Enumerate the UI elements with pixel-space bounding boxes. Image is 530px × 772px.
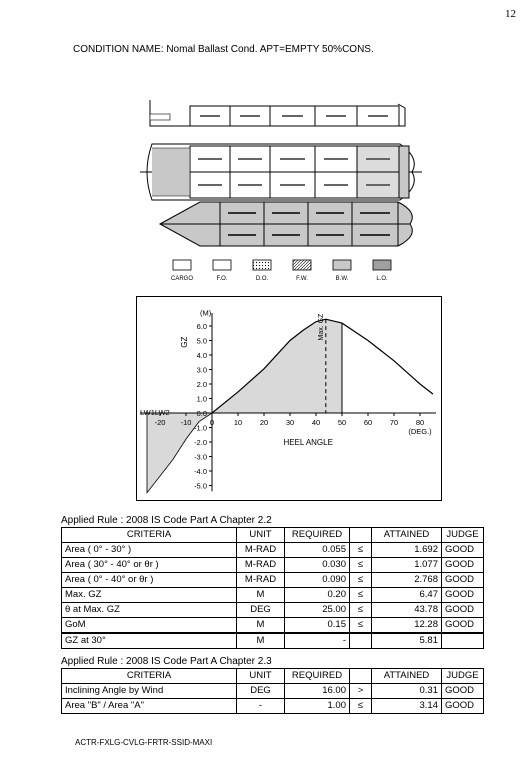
required-cell: 0.030 bbox=[285, 558, 350, 573]
legend-swatch bbox=[373, 260, 391, 270]
table-row bbox=[62, 588, 484, 603]
legend-swatch bbox=[253, 260, 271, 270]
header-required: REQUIRED bbox=[285, 669, 350, 684]
criteria-cell: GoM bbox=[62, 618, 237, 634]
y-tick-label: 0.0 bbox=[196, 409, 207, 418]
required-cell: 0.055 bbox=[285, 543, 350, 558]
operator-cell bbox=[350, 633, 372, 649]
required-cell: 25.00 bbox=[285, 603, 350, 618]
operator-cell: ≤ bbox=[350, 618, 372, 634]
x-tick-label: 60 bbox=[363, 418, 373, 427]
document-footer-code: ACTR-FXLG-CVLG-FRTR-SSID-MAXI bbox=[75, 738, 213, 747]
attained-cell: 12.28 bbox=[372, 618, 442, 634]
criteria-cell: θ at Max. GZ bbox=[62, 603, 237, 618]
y-tick-label: -4.0 bbox=[194, 467, 207, 476]
x-tick-label: 20 bbox=[259, 418, 269, 427]
legend-label: B.W. bbox=[335, 276, 349, 282]
criteria-cell: Inclining Angle by Wind bbox=[62, 684, 237, 699]
unit-cell: - bbox=[237, 699, 285, 714]
required-cell: 0.090 bbox=[285, 573, 350, 588]
table-row bbox=[62, 684, 484, 699]
deck-plan-view bbox=[140, 144, 422, 200]
header-criteria: CRITERIA bbox=[62, 528, 237, 543]
y-axis-label: GZ bbox=[180, 336, 189, 348]
y-tick-label: 3.0 bbox=[196, 365, 207, 375]
y-tick-label: -5.0 bbox=[194, 481, 207, 491]
criteria-cell: Area ( 30° - 40° or θr ) bbox=[62, 558, 237, 573]
x-tick-label: 0 bbox=[209, 418, 215, 427]
y-tick-label: 2.0 bbox=[196, 380, 207, 389]
legend-swatch bbox=[293, 260, 311, 270]
legend-swatch bbox=[173, 260, 191, 270]
header-unit: UNIT bbox=[237, 669, 285, 684]
unit-cell: DEG bbox=[237, 603, 285, 618]
operator-cell: > bbox=[350, 684, 372, 699]
criteria-table-2 bbox=[61, 668, 484, 714]
attained-cell: 3.14 bbox=[372, 699, 442, 714]
rule-title-2: Applied Rule : 2008 IS Code Part A Chapter 2.3 bbox=[61, 656, 272, 667]
y-tick-label: -2.0 bbox=[194, 438, 207, 447]
operator-cell: ≤ bbox=[350, 558, 372, 573]
judge-cell: GOOD bbox=[442, 699, 484, 714]
attained-cell: 2.768 bbox=[372, 573, 442, 588]
condition-name: CONDITION NAME: Nomal Ballast Cond. APT=EMPTY 50%CONS. bbox=[73, 44, 374, 55]
attained-cell: 5.81 bbox=[372, 633, 442, 649]
table-row bbox=[62, 603, 484, 618]
judge-cell: GOOD bbox=[442, 543, 484, 558]
y-unit-label: (M) bbox=[200, 308, 212, 318]
judge-cell: GOOD bbox=[442, 684, 484, 699]
header-judge: JUDGE bbox=[442, 669, 484, 684]
y-tick-label: 6.0 bbox=[196, 322, 207, 331]
legend-label: L.O. bbox=[376, 276, 388, 282]
legend-label: F.W. bbox=[296, 276, 308, 282]
x-tick-label: 50 bbox=[337, 418, 347, 427]
unit-cell: M-RAD bbox=[237, 573, 285, 588]
y-tick-label: 5.0 bbox=[196, 336, 207, 346]
operator-cell: ≤ bbox=[350, 699, 372, 714]
header-operator bbox=[350, 528, 372, 543]
legend-label: F.O. bbox=[216, 276, 228, 282]
header-criteria: CRITERIA bbox=[62, 669, 237, 684]
tank-arrangement-diagram bbox=[140, 96, 430, 256]
required-cell: 16.00 bbox=[285, 684, 350, 699]
operator-cell: ≤ bbox=[350, 603, 372, 618]
criteria-cell: Area ( 0° - 40° or θr ) bbox=[62, 573, 237, 588]
unit-cell: DEG bbox=[237, 684, 285, 699]
page-number: 12 bbox=[505, 8, 516, 20]
criteria-cell: Max. GZ bbox=[62, 588, 237, 603]
judge-cell: GOOD bbox=[442, 588, 484, 603]
required-cell: 0.20 bbox=[285, 588, 350, 603]
judge-cell bbox=[442, 633, 484, 649]
table-row bbox=[62, 618, 484, 634]
max-gz-label: Max. GZ bbox=[317, 313, 325, 341]
legend-label: CARGO bbox=[170, 276, 194, 282]
wind-lever-label: LW1LW2 bbox=[140, 408, 170, 417]
legend-label: D.O. bbox=[255, 276, 269, 282]
x-tick-label: 80 bbox=[415, 418, 425, 427]
x-tick-label: 30 bbox=[285, 418, 295, 427]
judge-cell: GOOD bbox=[442, 603, 484, 618]
gz-curve-chart bbox=[136, 296, 442, 501]
legend-swatch bbox=[213, 260, 231, 270]
judge-cell: GOOD bbox=[442, 573, 484, 588]
x-tick-label: 10 bbox=[233, 418, 243, 427]
x-tick-label: 40 bbox=[311, 418, 321, 427]
header-unit: UNIT bbox=[237, 528, 285, 543]
header-judge: JUDGE bbox=[442, 528, 484, 543]
unit-cell: M-RAD bbox=[237, 543, 285, 558]
legend-swatch bbox=[333, 260, 351, 270]
header-attained: ATTAINED bbox=[372, 528, 442, 543]
table-row bbox=[62, 573, 484, 588]
judge-cell: GOOD bbox=[442, 618, 484, 634]
operator-cell: ≤ bbox=[350, 543, 372, 558]
x-tick-label: -20 bbox=[154, 418, 166, 427]
y-tick-label: -3.0 bbox=[194, 452, 207, 462]
unit-cell: M bbox=[237, 633, 285, 649]
legend-swatches bbox=[165, 258, 415, 282]
table-row bbox=[62, 543, 484, 558]
unit-cell: M bbox=[237, 588, 285, 603]
double-bottom-view bbox=[160, 202, 412, 246]
x-unit-label: (DEG.) bbox=[408, 427, 432, 436]
y-tick-label: 1.0 bbox=[196, 394, 207, 404]
criteria-cell: Area ( 0° - 30° ) bbox=[62, 543, 237, 558]
rule-title-1: Applied Rule : 2008 IS Code Part A Chapter 2.2 bbox=[61, 515, 272, 526]
operator-cell: ≤ bbox=[350, 573, 372, 588]
attained-cell: 1.692 bbox=[372, 543, 442, 558]
attained-cell: 0.31 bbox=[372, 684, 442, 699]
attained-cell: 1.077 bbox=[372, 558, 442, 573]
y-tick-label: -1.0 bbox=[194, 423, 207, 433]
table-header-row bbox=[62, 669, 484, 684]
x-tick-label: 70 bbox=[389, 418, 399, 427]
attained-cell: 43.78 bbox=[372, 603, 442, 618]
unit-cell: M-RAD bbox=[237, 558, 285, 573]
required-cell: 0.15 bbox=[285, 618, 350, 634]
table-row bbox=[62, 699, 484, 714]
x-tick-label: -10 bbox=[180, 418, 192, 427]
table-row bbox=[62, 558, 484, 573]
profile-view bbox=[150, 100, 405, 126]
header-operator bbox=[350, 669, 372, 684]
header-attained: ATTAINED bbox=[372, 669, 442, 684]
header-required: REQUIRED bbox=[285, 528, 350, 543]
tank-legend bbox=[165, 258, 415, 282]
required-cell: 1.00 bbox=[285, 699, 350, 714]
x-axis-label: HEEL ANGLE bbox=[283, 438, 333, 447]
judge-cell: GOOD bbox=[442, 558, 484, 573]
required-cell: - bbox=[285, 633, 350, 649]
table-header-row bbox=[62, 528, 484, 543]
criteria-cell: Area "B" / Area "A" bbox=[62, 699, 237, 714]
attained-cell: 6.47 bbox=[372, 588, 442, 603]
operator-cell: ≤ bbox=[350, 588, 372, 603]
y-tick-label: 4.0 bbox=[196, 351, 207, 360]
summary-row bbox=[62, 633, 484, 649]
criteria-table-1 bbox=[61, 527, 484, 649]
unit-cell: M bbox=[237, 618, 285, 634]
criteria-cell: GZ at 30° bbox=[62, 633, 237, 649]
